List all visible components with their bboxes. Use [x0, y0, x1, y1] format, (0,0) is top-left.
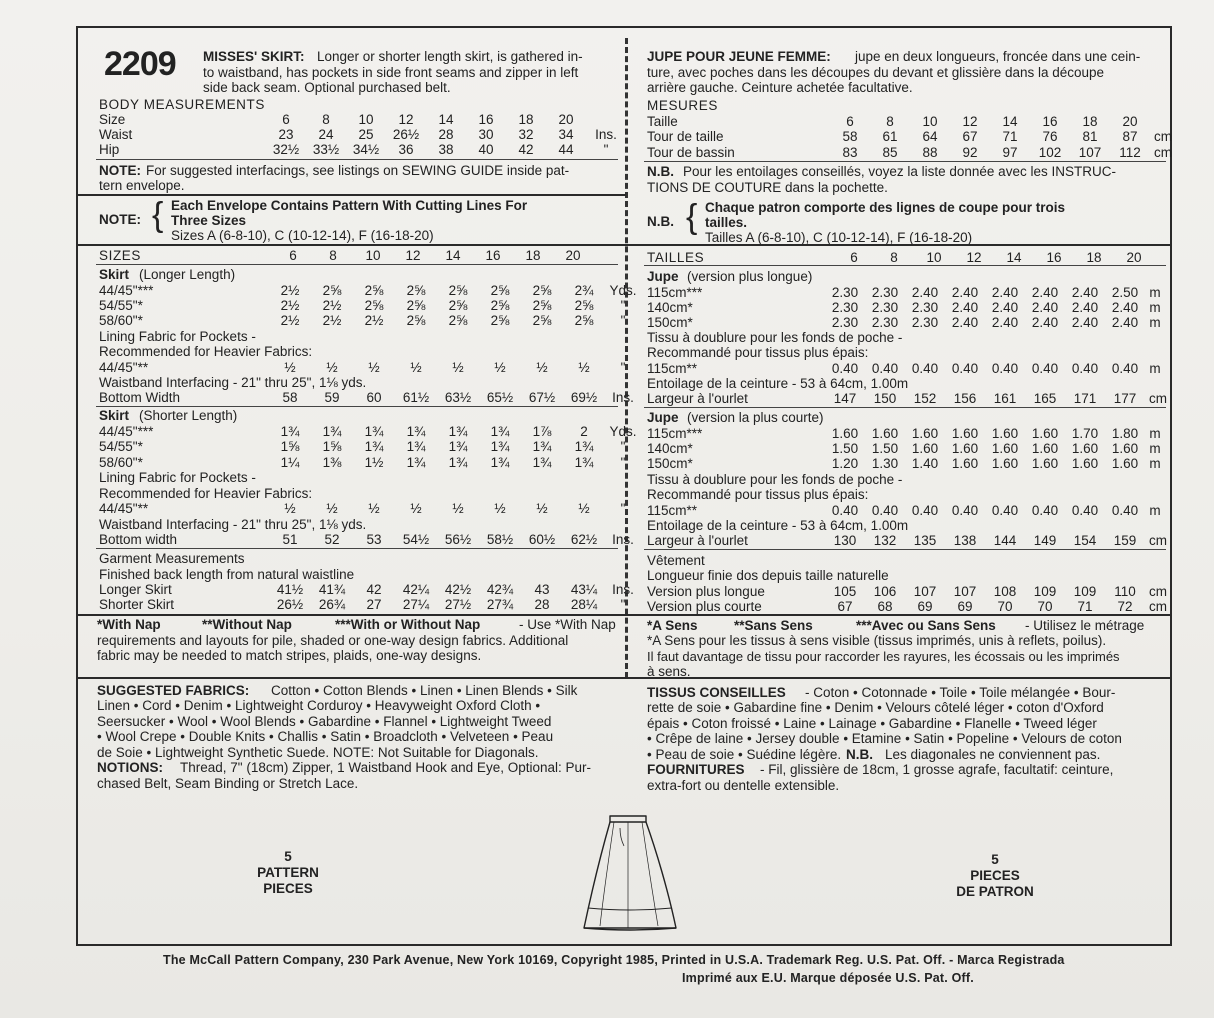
en-notions-line1: Thread, 7" (18cm) Zipper, 1 Waistband Hook and Eye, Optional: Pur-	[180, 760, 591, 775]
fr-tissus-line5a: • Peau de soie • Suédine légère.	[647, 747, 842, 762]
footer-line1: The McCall Pattern Company, 230 Park Avenue, New York 10169, Copyright 1985, Printed in U.S.A. Trademark Reg. U.S. Pat. Off. - Marca Registrada	[163, 953, 1065, 967]
fr-body-header: MESURES	[647, 98, 718, 113]
fr-sens-either: ***Avec ou Sans Sens	[856, 618, 996, 633]
en-garment-header: Garment Measurements	[99, 551, 245, 566]
fr-hip-row: 83 85 88 92 97 102 107 112 cm	[842, 145, 1172, 160]
en-fabrics-line4: • Wool Crepe • Double Knits • Challis • Satin • Broadcloth • Velveteen • Peau	[97, 729, 554, 744]
fr-version-longue-row: 105 106 107 107 108 109 109 110 cm	[833, 584, 1167, 599]
en-skirt-short-sub: (Shorter Length)	[139, 408, 238, 423]
en-width-54: 54/55"*	[99, 298, 143, 313]
fr-jupe-long-sub: (version plus longue)	[687, 269, 813, 284]
fr-nb2-line3: Tailles A (6-8-10), C (10-12-14), F (16-18-20)	[705, 230, 973, 245]
fr-size-row: 6 8 10 12 14 16 18 20	[846, 114, 1138, 129]
en-skirt-short-label: Skirt	[99, 408, 130, 423]
fr-nb1-line2: TIONS DE COUTURE dans la pochette.	[647, 180, 888, 195]
en-waist-label: Waist	[99, 127, 133, 142]
en-note1-line2: tern envelope.	[99, 178, 185, 193]
en-note1-label: NOTE:	[99, 163, 141, 178]
en-nap-desc-line3: fabric may be needed to match stripes, plaids, one-way designs.	[97, 648, 482, 663]
fr-doublure-line1: Tissu à doublure pour les fonds de poche -	[647, 330, 903, 345]
en-fabrics-line2: Linen • Cord • Denim • Lightweight Corduroy • Heavyweight Oxford Cloth •	[97, 698, 541, 713]
fr-sens-desc-line1: - Utilisez le métrage	[1025, 618, 1145, 633]
fr-longueur: Longueur finie dos depuis taille naturelle	[647, 568, 889, 583]
fr-pattern-pieces: 5 PIECES DE PATRON	[956, 852, 1034, 899]
fr-sens-desc-line3: Il faut davantage de tissu pour raccorder les rayures, les écossais ou les imprimés	[647, 649, 1120, 664]
fr-jupe-long-label: Jupe	[647, 269, 679, 284]
en-waist-row: 23 24 25 26½ 28 30 32 34 Ins.	[278, 127, 617, 142]
en-sizes-header-row: 6 8 10 12 14 16 18 20	[289, 248, 581, 263]
fr-tissus-line1: - Coton • Cotonnade • Toile • Toile mélangée • Bour-	[805, 685, 1116, 700]
fr-tour-bassin-label: Tour de bassin	[647, 145, 735, 160]
fr-nb2-label: N.B.	[647, 214, 674, 229]
fr-tissus-line4: • Crêpe de laine • Jersey double • Etamine • Satin • Popeline • Velours de coton	[647, 731, 1122, 746]
en-nap-desc-line1: - Use *With Nap	[519, 617, 616, 632]
fr-nb1-line1: Pour les entoilages conseillés, voyez la liste donnée avec les INSTRUC-	[683, 164, 1116, 179]
en-fabrics-line3: Seersucker • Wool • Wool Blends • Gabardine • Flannel • Lightweight Tweed	[97, 714, 552, 729]
fr-entoilage-short: Entoilage de la ceinture - 53 à 64cm, 1.00m	[647, 518, 909, 533]
fr-jupe-short-sub: (version la plus courte)	[687, 410, 824, 425]
fr-nb-label: N.B.	[647, 164, 674, 179]
fr-version-courte-label: Version plus courte	[647, 599, 762, 614]
fr-width-150: 150cm*	[647, 456, 693, 471]
fr-long-115-row: 2.30 2.30 2.40 2.40 2.40 2.40 2.40 2.50 m	[831, 285, 1161, 300]
fr-sens-sans: **Sans Sens	[734, 618, 813, 633]
fr-width-140: 140cm*	[647, 441, 693, 456]
en-lining-line1: Lining Fabric for Pockets -	[99, 329, 256, 344]
fr-short-115-row: 1.60 1.60 1.60 1.60 1.60 1.60 1.70 1.80 m	[831, 426, 1161, 441]
en-desc-line3: side back seam. Optional purchased belt.	[203, 80, 451, 95]
en-note2-line1: Each Envelope Contains Pattern With Cutting Lines For	[171, 198, 528, 213]
en-lining-short-row: ½ ½ ½ ½ ½ ½ ½ ½ "	[284, 501, 626, 516]
en-shorter-skirt-label: Shorter Skirt	[99, 597, 175, 612]
en-finished-length: Finished back length from natural waistline	[99, 567, 355, 582]
en-title: MISSES' SKIRT:	[203, 49, 305, 64]
en-lining-width: 44/45"**	[99, 360, 149, 375]
fr-doublure-line1: Tissu à doublure pour les fonds de poche -	[647, 472, 903, 487]
en-hip-row: 32½ 33½ 34½ 36 38 40 42 44 "	[272, 142, 609, 157]
en-hip-label: Hip	[99, 142, 120, 157]
fr-waist-row: 58 61 64 67 71 76 81 87 cm	[842, 129, 1172, 144]
en-shorter-skirt-row: 26½ 26¾ 27 27¼ 27½ 27¾ 28 28¼ "	[276, 597, 626, 612]
fr-tissus-line5c: Les diagonales ne conviennent pas.	[885, 747, 1101, 762]
fr-tissus-line2: rette de soie • Gabardine fine • Denim • Velours côtelé léger • coton d'Oxford	[647, 700, 1104, 715]
fr-tour-taille-label: Tour de taille	[647, 129, 724, 144]
fr-fournitures-line1: - Fil, glissière de 18cm, 1 grosse agrafe, facultatif: ceinture,	[760, 762, 1114, 777]
en-nap-either: ***With or Without Nap	[335, 617, 481, 632]
fr-nb2-line2: tailles.	[705, 215, 748, 230]
en-lining-line1: Lining Fabric for Pockets -	[99, 470, 256, 485]
brace: {	[152, 196, 164, 234]
fr-width-115b: 115cm**	[647, 503, 698, 518]
en-sizes-header: SIZES	[99, 248, 142, 263]
footer-line2: Imprimé aux E.U. Marque déposée U.S. Pat. Off.	[682, 971, 974, 985]
fr-width-115: 115cm***	[647, 285, 703, 300]
pattern-number: 2209	[104, 45, 176, 83]
rule	[644, 161, 1166, 162]
en-lining-long-row: ½ ½ ½ ½ ½ ½ ½ ½ "	[284, 360, 626, 375]
en-width-58: 58/60"*	[99, 313, 143, 328]
en-short-54-row: 1⅝ 1⅝ 1¾ 1¾ 1¾ 1¾ 1¾ 1¾ "	[280, 439, 626, 454]
en-short-58-row: 1¼ 1⅜ 1½ 1¾ 1¾ 1¾ 1¾ 1¾ "	[280, 455, 626, 470]
fr-entoilage-long: Entoilage de la ceinture - 53 à 64cm, 1.00m	[647, 376, 909, 391]
en-bottom-width-label-short: Bottom width	[99, 532, 178, 547]
en-note2-line2: Three Sizes	[171, 213, 247, 228]
en-long-58-row: 2½ 2½ 2½ 2⅝ 2⅝ 2⅝ 2⅝ 2⅝ "	[280, 313, 626, 328]
en-longer-skirt-row: 41½ 41¾ 42 42¼ 42½ 42¾ 43 43¼ Ins.	[276, 582, 634, 597]
fr-largeur-label: Largeur à l'ourlet	[647, 391, 748, 406]
fr-desc-line1: jupe en deux longueurs, froncée dans une cein-	[855, 49, 1141, 64]
rule	[96, 159, 618, 160]
fr-tailles-header-row: 6 8 10 12 14 16 18 20	[850, 250, 1142, 265]
en-bottom-width-short-row: 51 52 53 54½ 56½ 58½ 60½ 62½ Ins.	[282, 532, 634, 547]
fr-width-150: 150cm*	[647, 315, 693, 330]
fr-long-150-row: 2.30 2.30 2.30 2.40 2.40 2.40 2.40 2.40 m	[831, 315, 1161, 330]
en-note2-label: NOTE:	[99, 212, 141, 227]
skirt-illustration	[576, 810, 686, 934]
rule	[644, 265, 1166, 266]
en-width-44: 44/45"***	[99, 283, 154, 298]
en-width-54: 54/55"*	[99, 439, 143, 454]
fr-title: JUPE POUR JEUNE FEMME:	[647, 49, 831, 64]
en-fabrics-line5: de Soie • Lightweight Synthetic Suede. NOTE: Not Suitable for Diagonals.	[97, 745, 539, 760]
fr-short-150-row: 1.20 1.30 1.40 1.60 1.60 1.60 1.60 1.60 m	[831, 456, 1161, 471]
en-width-44: 44/45"***	[99, 424, 154, 439]
en-fabrics-label: SUGGESTED FABRICS:	[97, 683, 250, 698]
fr-nb2-line1: Chaque patron comporte des lignes de coupe pour trois	[705, 200, 1066, 215]
en-fabrics-line1: Cotton • Cotton Blends • Linen • Linen Blends • Silk	[271, 683, 578, 698]
fr-doublure-long-row: 0.40 0.40 0.40 0.40 0.40 0.40 0.40 0.40 m	[831, 361, 1161, 376]
en-note2-line3: Sizes A (6-8-10), C (10-12-14), F (16-18-20)	[171, 228, 434, 243]
en-width-58: 58/60"*	[99, 455, 143, 470]
fr-jupe-short-label: Jupe	[647, 410, 679, 425]
fr-sens-avec: *A Sens	[647, 618, 698, 633]
rule	[78, 677, 1170, 679]
fr-doublure-line2: Recommandé pour tissus plus épais:	[647, 345, 869, 360]
en-size-label: Size	[99, 112, 126, 127]
en-skirt-long-sub: (Longer Length)	[139, 267, 236, 282]
fr-short-140-row: 1.50 1.50 1.60 1.60 1.60 1.60 1.60 1.60 m	[831, 441, 1161, 456]
fr-taille-label: Taille	[647, 114, 678, 129]
en-short-44-row: 1¾ 1¾ 1¾ 1¾ 1¾ 1¾ 1⅞ 2 Yds.	[280, 424, 637, 439]
fr-largeur-label-short: Largeur à l'ourlet	[647, 533, 748, 548]
en-nap-without: **Without Nap	[202, 617, 292, 632]
en-notions-label: NOTIONS:	[97, 760, 163, 775]
rule	[96, 264, 618, 265]
rule	[96, 548, 618, 549]
fr-width-115b: 115cm**	[647, 361, 698, 376]
rule	[78, 244, 626, 246]
fr-width-140: 140cm*	[647, 300, 693, 315]
en-longer-skirt-label: Longer Skirt	[99, 582, 172, 597]
en-waistband-short: Waistband Interfacing - 21" thru 25", 1⅛ yds.	[99, 517, 367, 532]
en-lining-line2: Recommended for Heavier Fabrics:	[99, 486, 313, 501]
en-notions-line2: chased Belt, Seam Binding or Stretch Lace.	[97, 776, 359, 791]
fr-sens-desc-line2: *A Sens pour les tissus à sens visible (tissus imprimés, unis à reflets, poilus).	[647, 633, 1107, 648]
en-body-header: BODY MEASUREMENTS	[99, 97, 265, 112]
fr-long-140-row: 2.30 2.30 2.30 2.40 2.40 2.40 2.40 2.40 m	[831, 300, 1161, 315]
en-long-44-row: 2½ 2⅝ 2⅝ 2⅝ 2⅝ 2⅝ 2⅝ 2¾ Yds.	[280, 283, 637, 298]
fr-doublure-line2: Recommandé pour tissus plus épais:	[647, 487, 869, 502]
en-size-row: 6 8 10 12 14 16 18 20	[282, 112, 574, 127]
en-note1-line1: For suggested interfacings, see listings on SEWING GUIDE inside pat-	[146, 163, 570, 178]
fr-tissus-label: TISSUS CONSEILLES	[647, 685, 786, 700]
fr-version-courte-row: 67 68 69 69 70 70 71 72 cm	[837, 599, 1167, 614]
fr-tissus-line3: épais • Coton froissé • Laine • Lainage • Gabardine • Flanelle • Tweed léger	[647, 716, 1097, 731]
fr-largeur-short-row: 130 132 135 138 144 149 154 159 cm	[833, 533, 1167, 548]
rule	[626, 244, 1170, 246]
en-nap-desc-line2: requirements and layouts for pile, shaded or one-way design fabrics. Additional	[97, 633, 569, 648]
en-desc-line1: Longer or shorter length skirt, is gathered in-	[317, 49, 583, 64]
fr-fournitures-label: FOURNITURES	[647, 762, 745, 777]
en-pattern-pieces: 5 PATTERN PIECES	[257, 849, 319, 896]
fr-largeur-long-row: 147 150 152 156 161 165 171 177 cm	[833, 391, 1167, 406]
fr-doublure-short-row: 0.40 0.40 0.40 0.40 0.40 0.40 0.40 0.40 m	[831, 503, 1161, 518]
fr-fournitures-line2: extra-fort ou dentelle extensible.	[647, 778, 840, 793]
fr-width-115: 115cm***	[647, 426, 703, 441]
en-nap-with: *With Nap	[97, 617, 161, 632]
en-long-54-row: 2½ 2½ 2⅝ 2⅝ 2⅝ 2⅝ 2⅝ 2⅝ "	[280, 298, 626, 313]
en-desc-line2: to waistband, has pockets in side front seams and zipper in left	[203, 65, 579, 80]
en-bottom-width-long-row: 58 59 60 61½ 63½ 65½ 67½ 69½ Ins.	[282, 390, 634, 405]
fr-desc-line3: arrière gauche. Ceinture achetée facultative.	[647, 80, 913, 95]
brace: {	[686, 198, 698, 236]
fr-sens-desc-line4: à sens.	[647, 664, 691, 679]
fr-desc-line2: ture, avec poches dans les découpes du devant et glissière dans la découpe	[647, 65, 1105, 80]
en-bottom-width-label: Bottom Width	[99, 390, 181, 405]
en-skirt-long-label: Skirt	[99, 267, 130, 282]
rule	[644, 407, 1166, 408]
fr-vetement: Vêtement	[647, 553, 705, 568]
fr-version-longue-label: Version plus longue	[647, 584, 765, 599]
fr-tailles-header: TAILLES	[647, 250, 705, 265]
rule	[644, 549, 1166, 550]
en-lining-width: 44/45"**	[99, 501, 149, 516]
en-waistband-long: Waistband Interfacing - 21" thru 25", 1⅛ yds.	[99, 375, 367, 390]
rule	[96, 406, 618, 407]
en-lining-line2: Recommended for Heavier Fabrics:	[99, 344, 313, 359]
fr-tissus-line5b: N.B.	[846, 747, 873, 762]
rule	[78, 614, 1170, 616]
